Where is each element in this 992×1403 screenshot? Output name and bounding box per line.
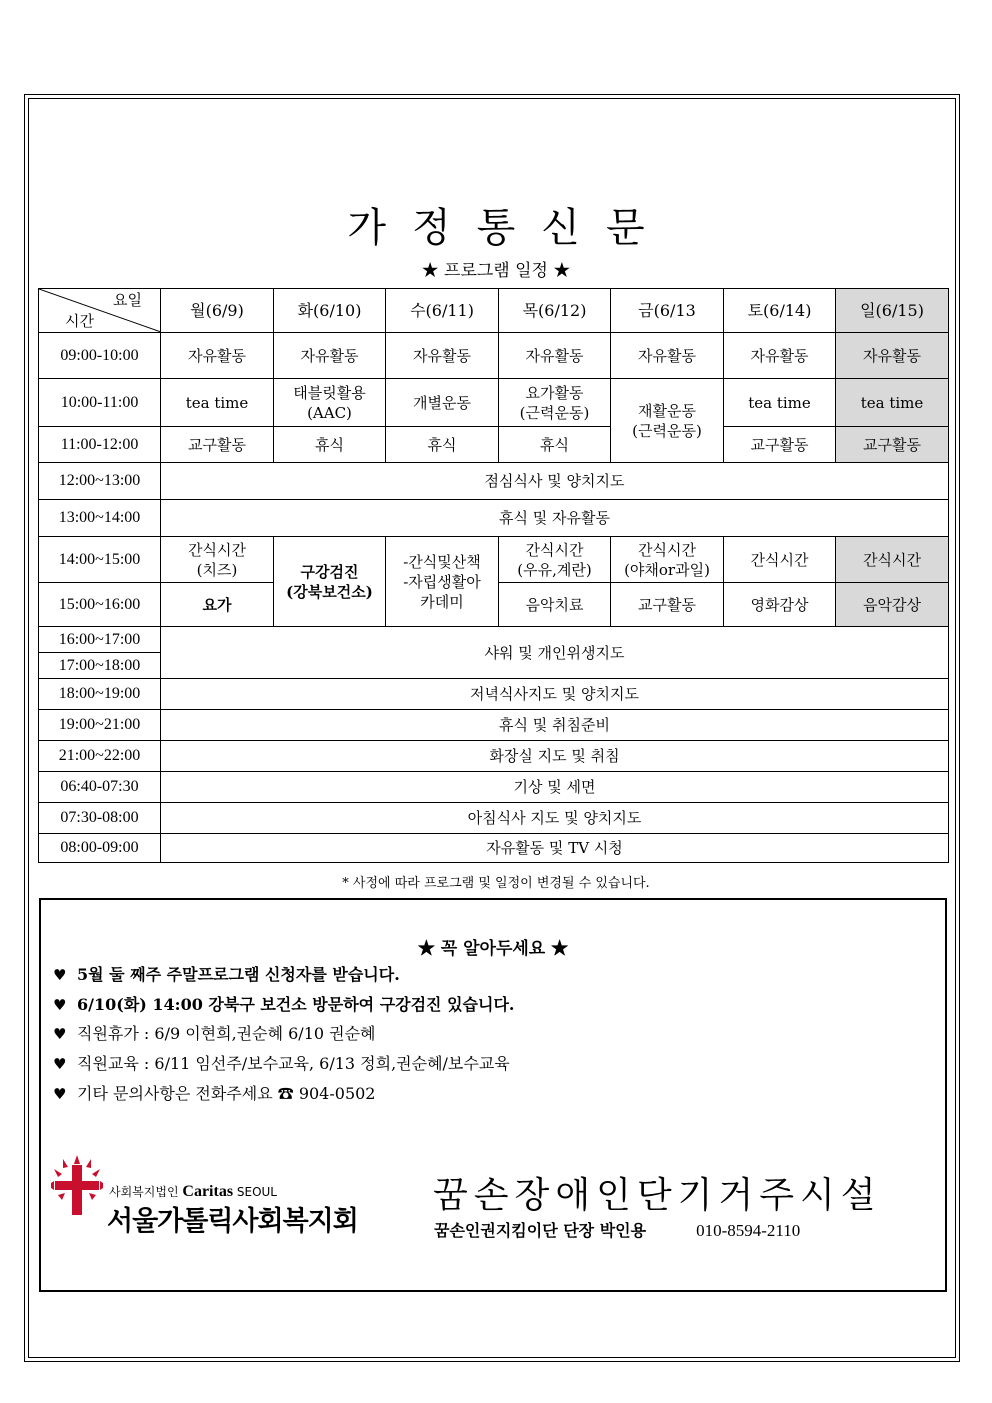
table-row — [39, 500, 949, 537]
table-row — [39, 803, 949, 834]
corner-cell — [39, 289, 161, 333]
activity-cell: 기상 및 세면 — [161, 772, 949, 803]
activity-cell: 교구활동 — [836, 427, 949, 463]
activity-cell: 점심식사 및 양치지도 — [161, 463, 949, 500]
activity-cell: 교구활동 — [161, 427, 274, 463]
day-header: 토(6/14) — [724, 289, 836, 333]
table-row — [39, 379, 949, 427]
activity-cell: 자유활동 — [161, 333, 274, 379]
schedule-note: * 사정에 따라 프로그램 및 일정이 변경될 수 있습니다. — [342, 876, 650, 891]
table-row — [39, 834, 949, 863]
facility-name: 꿈손장애인단기거주시설 — [433, 1175, 882, 1216]
activity-cell: 자유활동 — [724, 333, 836, 379]
activity-cell: 간식시간 — [724, 537, 836, 583]
page-title: 가정통신문 — [347, 205, 671, 251]
activity-cell: 자유활동 — [499, 333, 611, 379]
activity-cell: 휴식 및 자유활동 — [161, 500, 949, 537]
activity-cell: 자유활동 및 TV 시청 — [161, 834, 949, 863]
activity-cell: 휴식 — [386, 427, 499, 463]
day-header: 일(6/15) — [836, 289, 949, 333]
contact-phone: 010-8594-2110 — [696, 1221, 801, 1240]
activity-cell: 간식시간 (우유,계란) — [499, 537, 611, 583]
day-header: 화(6/10) — [274, 289, 386, 333]
activity-cell: 자유활동 — [611, 333, 724, 379]
activity-cell: 휴식 — [274, 427, 386, 463]
time-cell: 15:00~16:00 — [39, 583, 161, 627]
activity-cell: 구강검진 (강북보건소) — [274, 537, 386, 627]
notice-item: ♥ 직원휴가 : 6/9 이현희,권순혜 6/10 권순혜 — [53, 1024, 376, 1043]
time-cell: 06:40-07:30 — [39, 772, 161, 803]
activity-cell: 휴식 — [499, 427, 611, 463]
table-row — [39, 463, 949, 500]
table-row — [39, 679, 949, 710]
activity-cell: 자유활동 — [836, 333, 949, 379]
activity-cell: 간식시간 — [836, 537, 949, 583]
logo-small-text: 사회복지법인 Caritas SEOUL — [109, 1183, 277, 1200]
time-cell: 18:00~19:00 — [39, 679, 161, 710]
activity-cell: 요가활동 (근력운동) — [499, 379, 611, 427]
time-cell: 19:00~21:00 — [39, 710, 161, 741]
activity-cell: 자유활동 — [274, 333, 386, 379]
activity-cell: 영화감상 — [724, 583, 836, 627]
table-row — [39, 772, 949, 803]
activity-cell: 태블릿활용 (AAC) — [274, 379, 386, 427]
time-cell: 11:00-12:00 — [39, 427, 161, 463]
table-row — [39, 333, 949, 379]
time-cell: 13:00~14:00 — [39, 500, 161, 537]
table-row — [39, 710, 949, 741]
time-cell: 08:00-09:00 — [39, 834, 161, 863]
caritas-logo — [51, 1155, 371, 1245]
time-cell: 07:30-08:00 — [39, 803, 161, 834]
heart-icon: ♥ — [53, 1055, 67, 1073]
time-cell: 21:00~22:00 — [39, 741, 161, 772]
notice-item: ♥ 5월 둘 째주 주말프로그램 신청자를 받습니다. — [53, 965, 400, 984]
activity-cell: 간식시간 (치즈) — [161, 537, 274, 583]
activity-cell: tea time — [161, 379, 274, 427]
time-cell: 10:00-11:00 — [39, 379, 161, 427]
time-cell: 17:00~18:00 — [39, 653, 161, 679]
notice-item: ♥ 6/10(화) 14:00 강북구 보건소 방문하여 구강검진 있습니다. — [53, 995, 515, 1014]
contact-person: 꿈손인권지킴이단 단장 박인용 — [434, 1221, 647, 1240]
notice-title: ★ 꼭 알아두세요 ★ — [417, 939, 569, 959]
day-header: 금(6/13 — [611, 289, 724, 333]
activity-cell: 음악감상 — [836, 583, 949, 627]
day-header: 목(6/12) — [499, 289, 611, 333]
time-cell: 09:00-10:00 — [39, 333, 161, 379]
activity-cell: -간식및산책 -자립생활아 카데미 — [386, 537, 499, 627]
activity-cell: tea time — [724, 379, 836, 427]
logo-org-name: 서울가톨릭사회복지회 — [107, 1206, 358, 1237]
table-row — [39, 427, 949, 463]
notice-box — [39, 898, 947, 1292]
activity-cell: 휴식 및 취침준비 — [161, 710, 949, 741]
activity-cell: 재활운동 (근력운동) — [611, 379, 724, 463]
time-cell: 16:00~17:00 — [39, 627, 161, 653]
header-row — [39, 289, 949, 333]
table-row — [39, 741, 949, 772]
heart-icon: ♥ — [53, 966, 67, 984]
notice-item: ♥ 기타 문의사항은 전화주세요 ☎ 904-0502 — [53, 1084, 376, 1103]
schedule-table — [38, 288, 949, 863]
activity-cell: 교구활동 — [611, 583, 724, 627]
corner-time-label: 시간 — [65, 312, 94, 330]
schedule-subtitle: ★ 프로그램 일정 ★ — [421, 261, 571, 281]
notice-item: ♥ 직원교육 : 6/11 임선주/보수교육, 6/13 정희,권순혜/보수교육 — [53, 1054, 510, 1073]
corner-day-label: 요일 — [113, 291, 142, 309]
activity-cell: tea time — [836, 379, 949, 427]
contact-line — [434, 1218, 800, 1241]
heart-icon: ♥ — [53, 1085, 67, 1103]
activity-cell: 저녁식사지도 및 양치지도 — [161, 679, 949, 710]
activity-cell: 개별운동 — [386, 379, 499, 427]
time-cell: 14:00~15:00 — [39, 537, 161, 583]
day-header: 월(6/9) — [161, 289, 274, 333]
table-row — [39, 627, 949, 653]
day-header: 수(6/11) — [386, 289, 499, 333]
time-cell: 12:00~13:00 — [39, 463, 161, 500]
caritas-flame-cross-icon — [51, 1155, 107, 1217]
activity-cell: 음악치료 — [499, 583, 611, 627]
activity-cell: 간식시간 (야채or과일) — [611, 537, 724, 583]
activity-cell: 교구활동 — [724, 427, 836, 463]
corner-diagonal — [39, 289, 161, 332]
activity-cell: 요가 — [161, 583, 274, 627]
activity-cell: 자유활동 — [386, 333, 499, 379]
heart-icon: ♥ — [53, 996, 67, 1014]
heart-icon: ♥ — [53, 1025, 67, 1043]
activity-cell: 화장실 지도 및 취침 — [161, 741, 949, 772]
activity-cell: 샤워 및 개인위생지도 — [161, 627, 949, 679]
table-row — [39, 537, 949, 583]
activity-cell: 아침식사 지도 및 양치지도 — [161, 803, 949, 834]
